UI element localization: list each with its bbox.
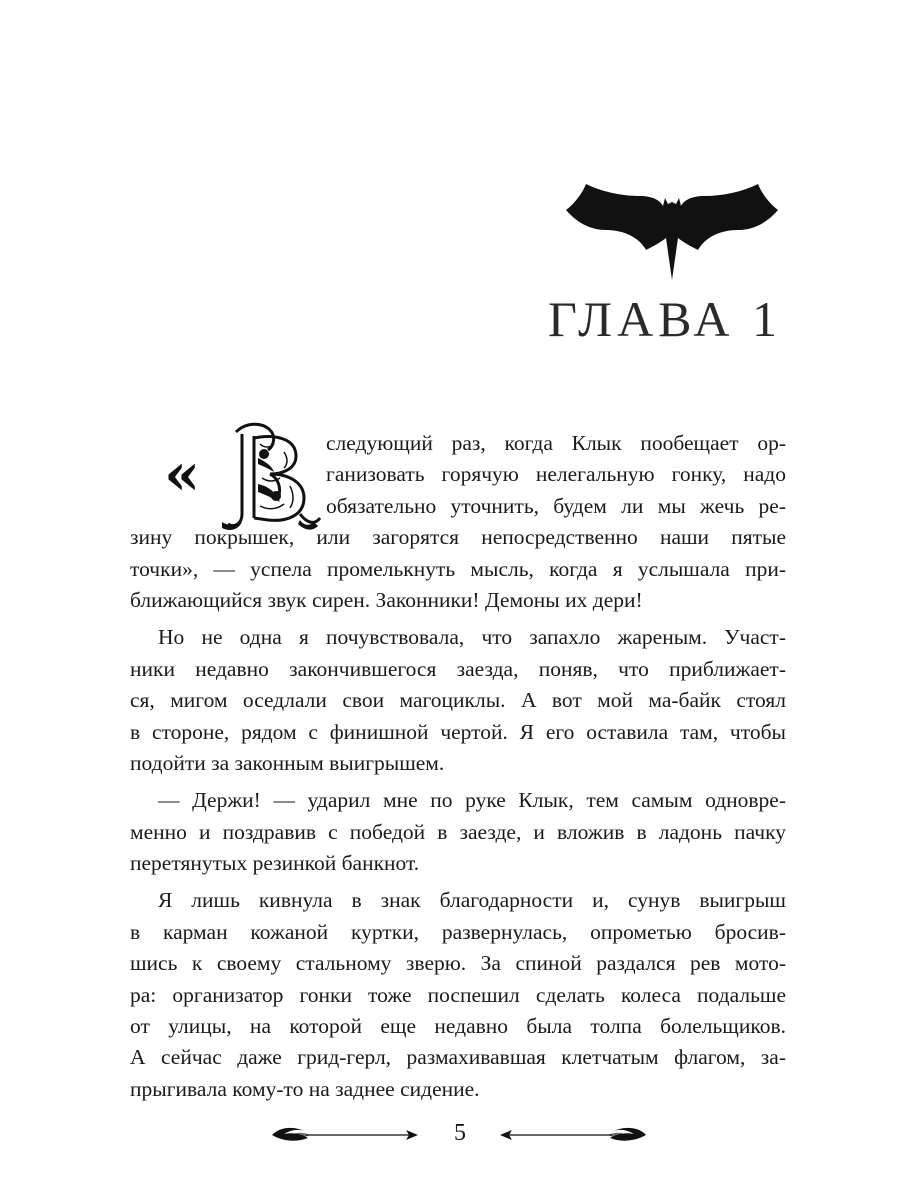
text-line: прыгивала кому-то на заднее сидение.	[130, 1076, 480, 1101]
text-line: в карман кожаной куртки, развернулась, опрометью бросив-	[130, 919, 786, 944]
text-line: Я лишь кивнула в знак благодарности и, сунув выигрыш	[158, 888, 786, 913]
text-line: А сейчас даже грид-герл, размахивавшая клетчатым флагом, за-	[130, 1045, 786, 1070]
chapter-title: ГЛАВА 1	[548, 291, 782, 347]
text-line: перетянутых резинкой банкнот.	[130, 851, 420, 876]
page-footer	[270, 1118, 650, 1154]
bat-icon	[562, 180, 782, 285]
wing-arrow-left-icon	[498, 1124, 648, 1146]
body-text	[130, 428, 786, 1105]
text-line: Но не одна я почувствовала, что запахло жареным. Участ-	[158, 625, 786, 650]
text-line: точки», — успела промелькнуть мысль, когда я услышала при-	[130, 556, 786, 581]
text-line: ся, мигом оседлали свои магоциклы. А вот мой ма-байк стоял	[130, 688, 786, 713]
text-line: менно и поздравив с победой в заезде, и вложив в ладонь пачку	[130, 819, 786, 844]
text-line: ра: организатор гонки тоже поспешил сделать колеса подальше	[130, 982, 786, 1007]
text-line: от улицы, на которой еще недавно была толпа болельщиков.	[130, 1014, 786, 1039]
text-line: ганизовать горячую нелегальную гонку, надо	[326, 462, 786, 487]
text-line: ники недавно закончившегося заезда, поняв, что приближает-	[130, 656, 786, 681]
text-line: шись к своему стальному зверю. За спиной раздался рев мото-	[130, 951, 786, 976]
page-number: 5	[454, 1120, 466, 1146]
text-line: следующий раз, когда Клык пообещает ор-	[326, 431, 786, 455]
text-line: ближающийся звук сирен. Законники! Демоны их дери!	[130, 587, 643, 612]
wing-arrow-right-icon	[270, 1124, 420, 1146]
text-line: зину покрышек, или загорятся непосредственно наши пятые	[130, 525, 786, 550]
text-line: обязательно уточнить, будем ли мы жечь ре-	[326, 493, 786, 518]
text-line: в стороне, рядом с финишной чертой. Я его оставила там, чтобы	[130, 719, 786, 744]
opening-quote: «	[164, 440, 201, 508]
text-line: подойти за законным выигрышем.	[130, 750, 445, 775]
text-line: — Держи! — ударил мне по руке Клык, тем самым одновре-	[158, 788, 786, 813]
